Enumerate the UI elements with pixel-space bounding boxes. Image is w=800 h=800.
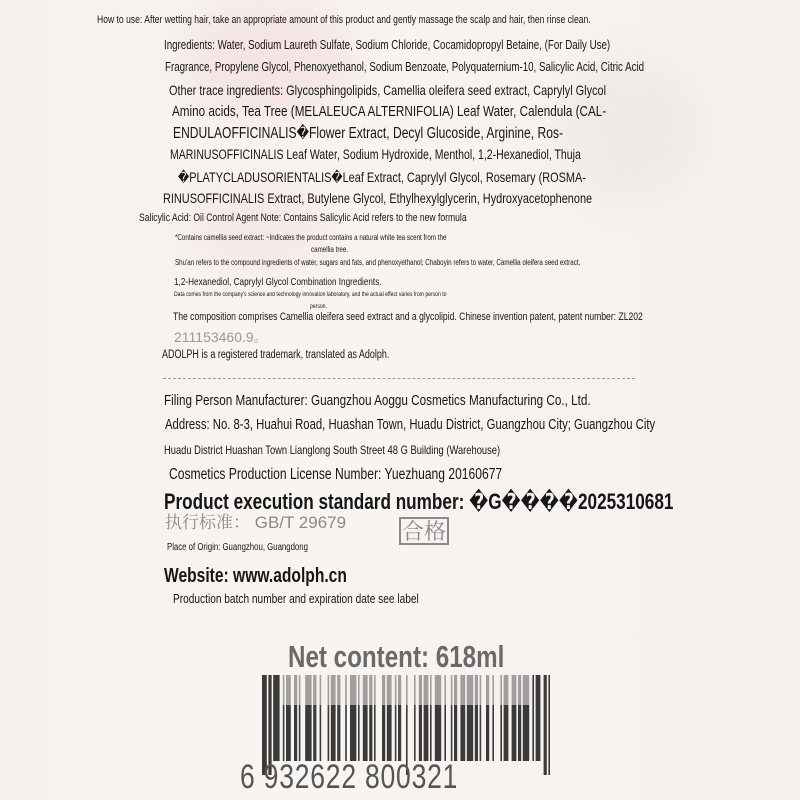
production-license: Cosmetics Production License Number: Yuezhuang 20160677 — [169, 466, 503, 483]
ingredients-line-2: Fragrance, Propylene Glycol, Phenoxyethanol, Sodium Benzoate, Polyquaternium-10, Salicylic Acid, Citric Acid — [165, 60, 645, 74]
address-line-1: Address: No. 8-3, Huahui Road, Huashan Town, Huadu District, Guangzhou City; Guangzhou City — [165, 417, 656, 433]
trademark-note: ADOLPH is a registered trademark, translated as Adolph. — [162, 349, 390, 361]
execution-standard-chinese: 执行标准： GB/T 29679 — [165, 513, 347, 532]
net-content: Net content: 618ml — [288, 639, 505, 674]
patent-number: 211153460.9。 — [174, 329, 268, 345]
camellia-note-2: camellia tree. — [311, 245, 349, 254]
shuan-note: Shu'an refers to the compound ingredients of water, sugars and fats, and phenoxyethanol; Chaboyin refers to water, Camellia oleifera seed extract, — [175, 258, 581, 267]
trace-line-1: Other trace ingredients: Glycosphingolipids, Camellia oleifera seed extract, Caprylyl Glycol — [169, 82, 606, 98]
trace-line-5: �PLATYCLADUSORIENTALIS�Leaf Extract, Caprylyl Glycol, Rosemary (ROSMA- — [178, 169, 586, 185]
data-note-2: person. — [310, 303, 327, 310]
hexanediol-note: 1,2-Hexanediol, Caprylyl Glycol Combination Ingredients. — [174, 276, 382, 288]
execution-standard: Product execution standard number: �G����2025310681 — [164, 489, 674, 514]
trace-line-4: MARINUSOFFICINALIS Leaf Water, Sodium Hydroxide, Menthol, 1,2-Hexanediol, Thuja — [170, 147, 581, 162]
place-of-origin: Place of Origin: Guangzhou, Guangdong — [167, 542, 308, 553]
website: Website: www.adolph.cn — [164, 565, 347, 587]
batch-note: Production batch number and expiration date see label — [173, 591, 419, 606]
trace-line-2: Amino acids, Tea Tree (MELALEUCA ALTERNIFOLIA) Leaf Water, Calendula (CAL- — [172, 103, 607, 120]
filing-manufacturer: Filing Person Manufacturer: Guangzhou Aoggu Cosmetics Manufacturing Co., Ltd. — [164, 392, 591, 409]
data-note-1: Data comes from the company's science and technology innovation laboratory, and the actual effect varies from person to — [174, 291, 447, 298]
address-line-2: Huadu District Huashan Town Lianglong South Street 48 G Building (Warehouse) — [164, 443, 501, 457]
section-divider — [163, 378, 635, 379]
trace-line-6: RINUSOFFICINALIS Extract, Butylene Glycol, Ethylhexylglycerin, Hydroxyacetophenone — [163, 190, 593, 206]
trace-line-3: ENDULAOFFICINALIS�Flower Extract, Decyl Glucoside, Arginine, Ros- — [173, 125, 563, 142]
how-to-use: How to use: After wetting hair, take an appropriate amount of this product and gently massage the scalp and hair, then rinse clean. — [97, 14, 591, 26]
ingredients-line-1: Ingredients: Water, Sodium Laureth Sulfate, Sodium Chloride, Cocamidopropyl Betaine, (For Daily Use) — [164, 38, 611, 52]
composition-note: The composition comprises Camellia oleifera seed extract and a glycolipid. Chinese invention patent, patent number: ZL202 — [173, 311, 643, 323]
salicylic-note: Salicylic Acid: Oil Control Agent Note: Contains Salicylic Acid refers to the new formula — [139, 212, 467, 224]
camellia-note-1: *Contains camellia seed extract: ~Indicates the product contains a natural white tea scent from the — [175, 233, 447, 242]
qualified-stamp: 合格 — [399, 517, 449, 545]
barcode-digits: 6 932622 800321 — [240, 758, 459, 796]
